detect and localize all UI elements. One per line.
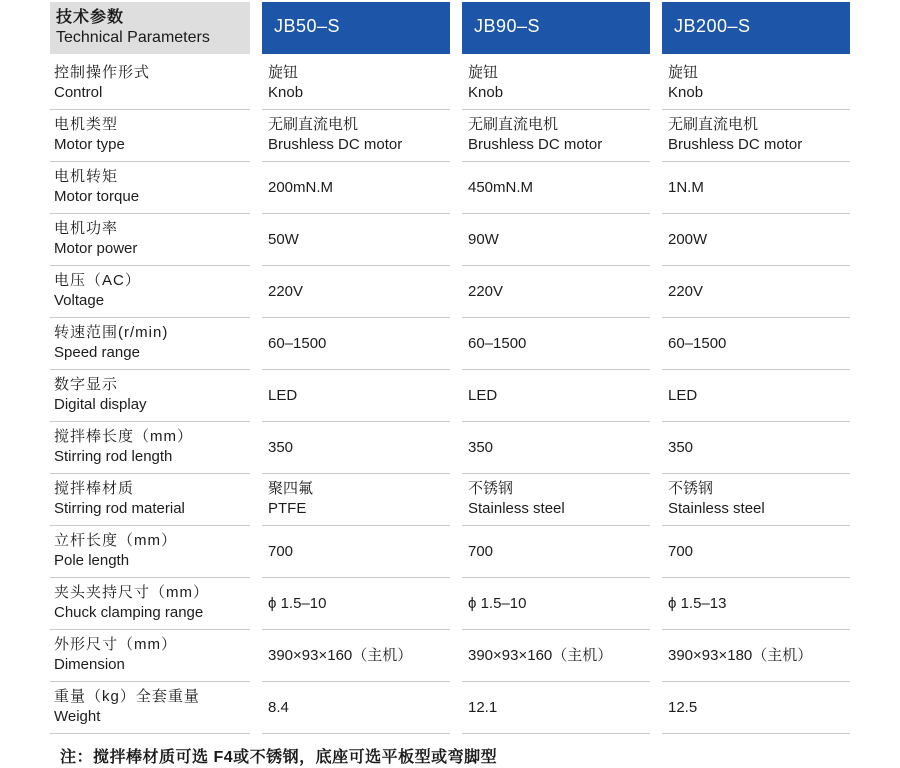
value-cell	[462, 214, 650, 266]
value-cell	[662, 526, 850, 578]
param-cell	[50, 370, 250, 422]
value-cell	[262, 318, 450, 370]
spec-table	[50, 2, 850, 734]
value-cell	[662, 578, 850, 630]
value-cell	[262, 110, 450, 162]
value-text: 60–1500	[268, 334, 327, 352]
param-label-en: Stirring rod material	[54, 500, 185, 517]
param-label-en: Motor type	[54, 136, 125, 153]
param-cell	[50, 526, 250, 578]
param-cell	[50, 162, 250, 214]
value-cell	[662, 422, 850, 474]
value-cell	[462, 370, 650, 422]
value-text: 无刷直流电机	[468, 116, 559, 133]
param-cell	[50, 266, 250, 318]
value-text: 旋钮	[668, 64, 699, 81]
header-param-en: Technical Parameters	[56, 29, 210, 46]
value-text: 450mN.M	[468, 178, 534, 196]
value-cell	[462, 58, 650, 110]
param-label-en: Motor torque	[54, 188, 140, 205]
value-cell	[462, 162, 650, 214]
param-cell	[50, 578, 250, 630]
table-row	[50, 162, 850, 214]
param-label-en: Speed range	[54, 344, 140, 361]
value-text: Brushless DC motor	[468, 136, 603, 153]
value-text: 60–1500	[468, 334, 527, 352]
value-text: PTFE	[268, 500, 307, 517]
header-model-2: JB90–S	[462, 2, 650, 54]
header-param-zh: 技术参数	[56, 9, 125, 26]
value-text: 聚四氟	[268, 480, 314, 497]
value-text: 350	[268, 438, 294, 456]
param-label-en: Stirring rod length	[54, 448, 173, 465]
value-text: 390×93×160（主机）	[468, 646, 613, 664]
table-row	[50, 526, 850, 578]
value-cell	[662, 318, 850, 370]
param-label-en: Voltage	[54, 292, 105, 309]
value-text: Brushless DC motor	[668, 136, 803, 153]
value-text: 无刷直流电机	[268, 116, 359, 133]
value-text: ϕ 1.5–10	[268, 594, 327, 612]
value-text: 200W	[668, 230, 708, 248]
param-cell	[50, 422, 250, 474]
table-row	[50, 266, 850, 318]
table-row	[50, 214, 850, 266]
value-text: ϕ 1.5–13	[668, 594, 727, 612]
value-text: 1N.M	[668, 178, 704, 196]
value-cell	[462, 474, 650, 526]
value-text: LED	[468, 386, 498, 404]
value-cell	[662, 58, 850, 110]
value-cell	[662, 266, 850, 318]
param-cell	[50, 214, 250, 266]
value-cell	[262, 162, 450, 214]
value-text: 220V	[468, 282, 504, 300]
value-cell	[462, 110, 650, 162]
param-label-zh: 外形尺寸（mm）	[54, 636, 177, 653]
value-text: 8.4	[268, 698, 289, 716]
param-cell	[50, 630, 250, 682]
value-cell	[662, 214, 850, 266]
value-cell	[262, 474, 450, 526]
value-cell	[262, 526, 450, 578]
param-cell	[50, 682, 250, 734]
param-cell	[50, 58, 250, 110]
value-text: 390×93×160（主机）	[268, 646, 413, 664]
table-row	[50, 318, 850, 370]
value-text: 12.1	[468, 698, 498, 716]
value-text: 无刷直流电机	[668, 116, 759, 133]
param-label-zh: 搅拌棒长度（mm）	[54, 428, 193, 445]
value-text: Knob	[268, 84, 304, 101]
value-cell	[462, 578, 650, 630]
value-cell	[262, 214, 450, 266]
table-row	[50, 578, 850, 630]
param-label-zh: 电机转矩	[54, 168, 119, 185]
table-row	[50, 58, 850, 110]
value-cell	[262, 682, 450, 734]
value-text: Knob	[668, 84, 704, 101]
footnote: 注：搅拌棒材质可选 F4或不锈钢，底座可选平板型或弯脚型	[60, 749, 498, 766]
value-text: Stainless steel	[668, 500, 765, 517]
value-cell	[262, 422, 450, 474]
header-param-cell	[50, 2, 250, 54]
value-text: LED	[268, 386, 298, 404]
value-text: 200mN.M	[268, 178, 334, 196]
value-text: 350	[668, 438, 694, 456]
value-cell	[662, 630, 850, 682]
param-label-zh: 立杆长度（mm）	[54, 532, 177, 549]
value-cell	[462, 318, 650, 370]
value-cell	[262, 578, 450, 630]
value-text: 220V	[268, 282, 304, 300]
value-text: 220V	[668, 282, 704, 300]
param-label-zh: 重量（kg）全套重量	[54, 688, 200, 705]
value-cell	[262, 630, 450, 682]
param-label-zh: 控制操作形式	[54, 64, 151, 81]
param-label-en: Digital display	[54, 396, 147, 413]
param-label-en: Control	[54, 84, 103, 101]
table-row	[50, 370, 850, 422]
value-cell	[262, 58, 450, 110]
value-text: 12.5	[668, 698, 698, 716]
value-cell	[462, 266, 650, 318]
header-model-1: JB50–S	[262, 2, 450, 54]
value-cell	[262, 266, 450, 318]
param-label-zh: 搅拌棒材质	[54, 480, 135, 497]
value-text: 90W	[468, 230, 499, 248]
param-cell	[50, 110, 250, 162]
param-label-zh: 夹头夹持尺寸（mm）	[54, 584, 209, 601]
param-label-zh: 电机功率	[54, 220, 119, 237]
value-cell	[462, 630, 650, 682]
table-row	[50, 682, 850, 734]
value-text: 390×93×180（主机）	[668, 646, 813, 664]
value-text: 旋钮	[268, 64, 299, 81]
param-label-zh: 转速范围(r/min)	[54, 324, 169, 341]
table-header	[50, 2, 850, 54]
value-text: 不锈钢	[668, 480, 714, 497]
header-model-3: JB200–S	[662, 2, 850, 54]
value-text: 60–1500	[668, 334, 727, 352]
value-cell	[462, 526, 650, 578]
value-cell	[662, 682, 850, 734]
value-text: ϕ 1.5–10	[468, 594, 527, 612]
value-text: 50W	[268, 230, 299, 248]
param-cell	[50, 474, 250, 526]
value-cell	[662, 370, 850, 422]
value-cell	[462, 682, 650, 734]
table-row	[50, 630, 850, 682]
param-label-en: Motor power	[54, 240, 138, 257]
value-text: 350	[468, 438, 494, 456]
value-text: Brushless DC motor	[268, 136, 403, 153]
table-row	[50, 110, 850, 162]
param-label-en: Dimension	[54, 656, 125, 673]
table-row	[50, 474, 850, 526]
value-cell	[662, 474, 850, 526]
value-cell	[462, 422, 650, 474]
table-row	[50, 422, 850, 474]
param-label-en: Weight	[54, 708, 101, 725]
value-text: 700	[668, 542, 694, 560]
table-body	[50, 58, 850, 734]
param-label-zh: 数字显示	[54, 376, 119, 393]
value-text: Stainless steel	[468, 500, 565, 517]
param-label-en: Pole length	[54, 552, 130, 569]
value-cell	[662, 110, 850, 162]
value-cell	[262, 370, 450, 422]
value-text: 700	[268, 542, 294, 560]
value-text: 700	[468, 542, 494, 560]
value-text: 旋钮	[468, 64, 499, 81]
param-label-zh: 电机类型	[54, 116, 119, 133]
param-label-zh: 电压（AC）	[54, 272, 141, 289]
param-cell	[50, 318, 250, 370]
value-text: 不锈钢	[468, 480, 514, 497]
value-cell	[662, 162, 850, 214]
value-text: Knob	[468, 84, 504, 101]
param-label-en: Chuck clamping range	[54, 604, 204, 621]
value-text: LED	[668, 386, 698, 404]
